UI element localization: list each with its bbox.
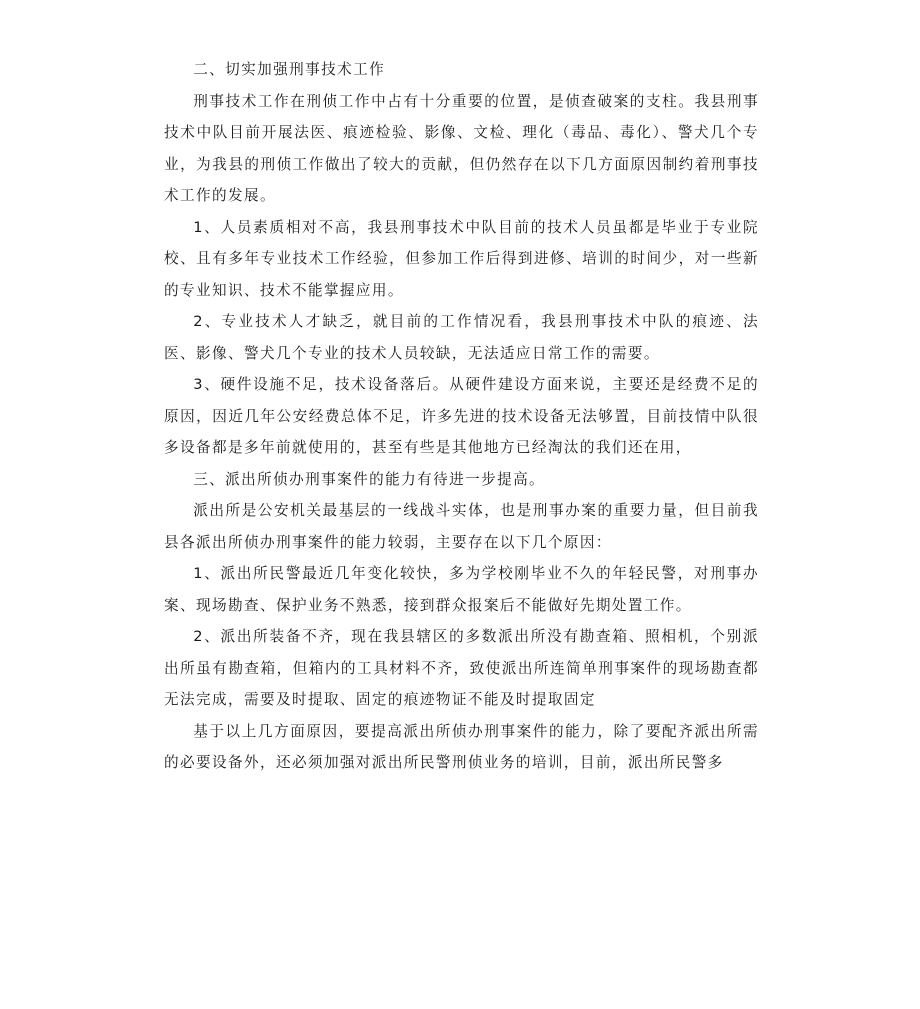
section-heading-2: 二、切实加强刑事技术工作 (193, 61, 386, 78)
list-item: 2、派出所装备不齐，现在我县辖区的多数派出所没有勘查箱、照相机，个别派出所虽有勘查箱，但箱内的工具材料不齐，致使派出所连简单刑事案件的现场勘查都无法完成，需要及时提取、固定的痕迹物证不能及时提取固定 (164, 628, 759, 708)
paragraph: 基于以上几方面原因，要提高派出所侦办刑事案件的能力，除了要配齐派出所需的必要设备外，还必须加强对派出所民警刑侦业务的培训，目前，派出所民警多 (164, 722, 759, 771)
section-heading-3: 三、派出所侦办刑事案件的能力有待进一步提高。 (193, 470, 546, 488)
paragraph: 刑事技术工作在刑侦工作中占有十分重要的位置，是侦查破案的支柱。我县刑事技术中队目前开展法医、痕迹检验、影像、文检、理化（毒品、毒化）、警犬几个专业，为我县的刑侦工作做出了较大的贡献，但仍然存在以下几方面原因制约着刑事技术工作的发展。 (164, 92, 759, 204)
list-item: 2、专业技术人才缺乏，就目前的工作情况看，我县刑事技术中队的痕迹、法医、影像、警犬几个专业的技术人员较缺，无法适应日常工作的需要。 (164, 313, 759, 362)
list-item: 1、派出所民警最近几年变化较快，多为学校刚毕业不久的年轻民警，对刑事办案、现场勘查、保护业务不熟悉，接到群众报案后不能做好先期处置工作。 (164, 565, 759, 614)
list-item: 1、人员素质相对不高，我县刑事技术中队目前的技术人员虽都是毕业于专业院校、且有多年专业技术工作经验，但参加工作后得到进修、培训的时间少，对一些新的专业知识、技术不能掌握应用。 (164, 218, 759, 299)
list-item: 3、硬件设施不足，技术设备落后。从硬件建设方面来说，主要还是经费不足的原因，因近几年公安经费总体不足，许多先进的技术设备无法够置，目前技情中队很多设备都是多年前就使用的，甚至有些是其他地方已经淘汰的我们还在用， (164, 376, 759, 456)
paragraph: 派出所是公安机关最基层的一线战斗实体，也是刑事办案的重要力量，但目前我县各派出所侦办刑事案件的能力较弱，主要存在以下几个原因： (164, 502, 759, 551)
document-body (164, 54, 759, 779)
